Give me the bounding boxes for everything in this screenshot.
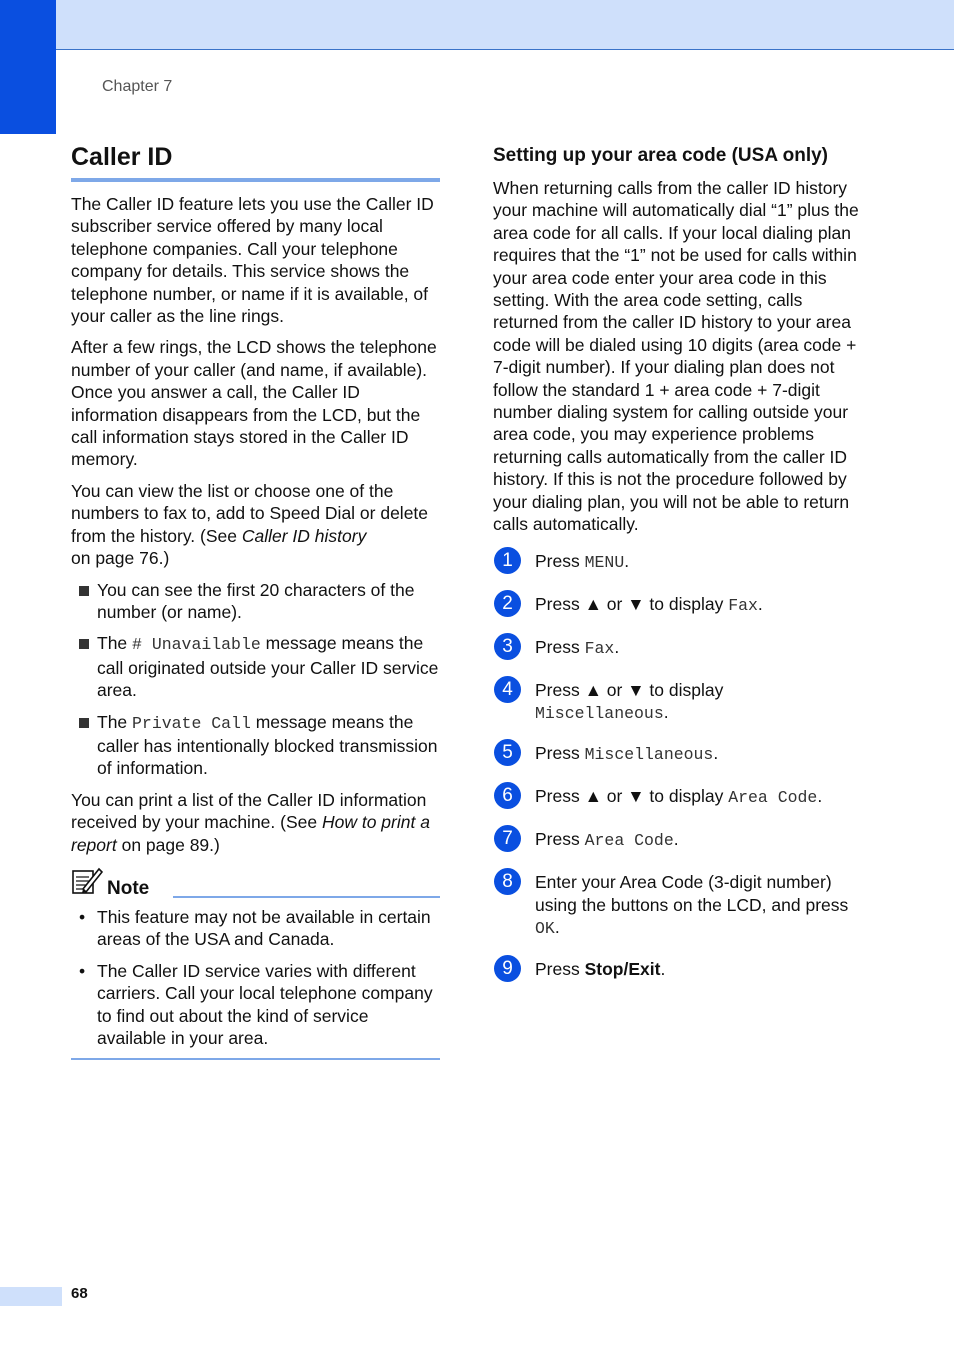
bullet-text: message means the caller has intentionally blocked transmission of information.: [97, 711, 438, 779]
steps-list: [493, 550, 863, 984]
stop-exit-key: Stop/Exit: [584, 958, 661, 979]
bullet-text: The: [97, 711, 133, 732]
history-text-a: You can view the list or choose one of the numbers to fax to, add to Speed Dial or delete from the history. (See: [71, 480, 429, 546]
step-item: [493, 550, 863, 576]
unavailable-code: # Unavailable: [132, 635, 261, 655]
note-text: The Caller ID service varies with different carriers. Call your local telephone company to find out about the kind of service available in your area.: [97, 960, 433, 1048]
chapter-label: Chapter 7: [102, 78, 173, 95]
step-number-icon: 7: [494, 825, 521, 852]
step-punct: .: [614, 636, 620, 657]
history-paragraph: [71, 480, 440, 570]
caller-id-history-link: Caller ID history: [241, 525, 367, 546]
left-column: [71, 143, 440, 1060]
square-bullet-icon: [79, 586, 89, 596]
step-code: Area Code: [728, 788, 818, 808]
list-item: [71, 906, 440, 951]
right-column: [493, 145, 863, 1001]
step-number-icon: 4: [494, 676, 521, 703]
step-number-icon: 9: [494, 955, 521, 982]
step-code: Fax: [584, 638, 615, 658]
print-paragraph: [71, 789, 440, 856]
lcd-paragraph: After a few rings, the LCD shows the telephone number of your caller (and name, if available). Once you answer a call, the Caller ID information disappears from the LCD, but the call information stays stored in the Caller ID memory.: [71, 337, 437, 470]
square-bullet-icon: [79, 718, 89, 728]
step-punct: .: [817, 786, 823, 807]
header-bar: [0, 0, 954, 50]
info-bullet-list: [71, 579, 440, 780]
private-call-code: Private Call: [132, 713, 251, 733]
page-number-tab: [0, 1287, 62, 1306]
step-code: OK: [535, 919, 555, 939]
step-item: [493, 958, 863, 984]
step-item: [493, 871, 863, 940]
step-code: Area Code: [584, 831, 674, 851]
step-item: [493, 679, 863, 726]
step-text: Press: [535, 636, 585, 657]
square-bullet-icon: [79, 639, 89, 649]
step-punct: .: [554, 917, 560, 938]
list-item: [71, 579, 440, 624]
step-item: [493, 828, 863, 854]
step-text: Press ▲ or ▼ to display: [535, 679, 724, 700]
step-code: Miscellaneous: [584, 745, 714, 765]
intro-paragraph: The Caller ID feature lets you use the Caller ID subscriber service offered by many local telephone companies. Call your telephone company for details. This service shows the telephone number, or name if it is available, of your caller as the line rings.: [71, 194, 434, 327]
chapter-tab: [0, 0, 56, 134]
history-text-b: on page 76.): [71, 548, 170, 569]
bullet-text: You can see the first 20 characters of the number (or name).: [97, 579, 415, 622]
note-text: This feature may not be available in certain areas of the USA and Canada.: [97, 906, 431, 950]
step-item: [493, 742, 863, 768]
note-list: [71, 906, 440, 1049]
step-punct: .: [660, 958, 666, 979]
bullet-text: The: [97, 633, 133, 654]
how-to-print-link: How to print a report: [71, 812, 430, 855]
step-text: Press ▲ or ▼ to display: [535, 593, 729, 614]
area-code-paragraph: When returning calls from the caller ID history your machine will automatically dial “1” plus the area code for all calls. If your local dialing plan requires that the “1” not be used for calls within your area code enter your area code in this setting. With the area code setting, calls returned from the caller ID history to your area code will be dialed using 10 digits (area code + 7-digit number). If your dialing plan does not follow the standard 1 + area code + 7-digit number dialing system for calling outside your area code, you may experience problems returning calls automatically from the caller ID history. If this is not the procedure followed by your dialing plan, you will not be able to return calls automatically.: [493, 178, 859, 535]
note-divider: [173, 896, 440, 898]
step-item: [493, 636, 863, 662]
step-punct: .: [663, 701, 669, 722]
list-item: [71, 960, 440, 1050]
step-number-icon: 6: [494, 782, 521, 809]
step-text: Press ▲ or ▼ to display: [535, 786, 729, 807]
step-code: Miscellaneous: [535, 703, 664, 723]
page-number: 68: [71, 1285, 88, 1302]
print-text-b: on page 89.): [116, 834, 220, 855]
bullet-text: message means the call originated outside your Caller ID service area.: [97, 633, 439, 701]
note-box: [71, 870, 440, 1060]
step-punct: .: [713, 743, 719, 764]
step-number-icon: 3: [494, 633, 521, 660]
step-punct: .: [673, 829, 679, 850]
step-text: Press: [535, 958, 585, 979]
step-number-icon: 8: [494, 868, 521, 895]
step-number-icon: 2: [494, 590, 521, 617]
step-item: [493, 785, 863, 811]
list-item: [71, 632, 440, 701]
step-code: Fax: [728, 595, 758, 615]
step-punct: .: [757, 593, 763, 614]
list-item: [71, 711, 440, 780]
note-header: [71, 870, 440, 900]
note-bottom-divider: [71, 1058, 440, 1060]
step-text: Press: [535, 550, 585, 571]
bullet-dot: •: [79, 960, 86, 981]
bullet-dot: •: [79, 906, 86, 927]
note-icon: [71, 867, 103, 900]
step-code: MENU: [584, 552, 625, 572]
section-heading: Setting up your area code (USA only): [493, 145, 829, 166]
step-item: [493, 593, 863, 619]
step-punct: .: [624, 550, 630, 571]
step-text: Enter your Area Code (3-digit number) using the buttons on the LCD, and press: [535, 872, 849, 915]
print-text-a: You can print a list of the Caller ID information received by your machine. (See: [71, 789, 427, 833]
step-number-icon: 1: [494, 547, 521, 574]
step-number-icon: 5: [494, 739, 521, 766]
note-title: Note: [107, 877, 150, 899]
step-text: Press: [535, 743, 585, 764]
step-text: Press: [535, 829, 585, 850]
page-title: Caller ID: [71, 143, 440, 182]
